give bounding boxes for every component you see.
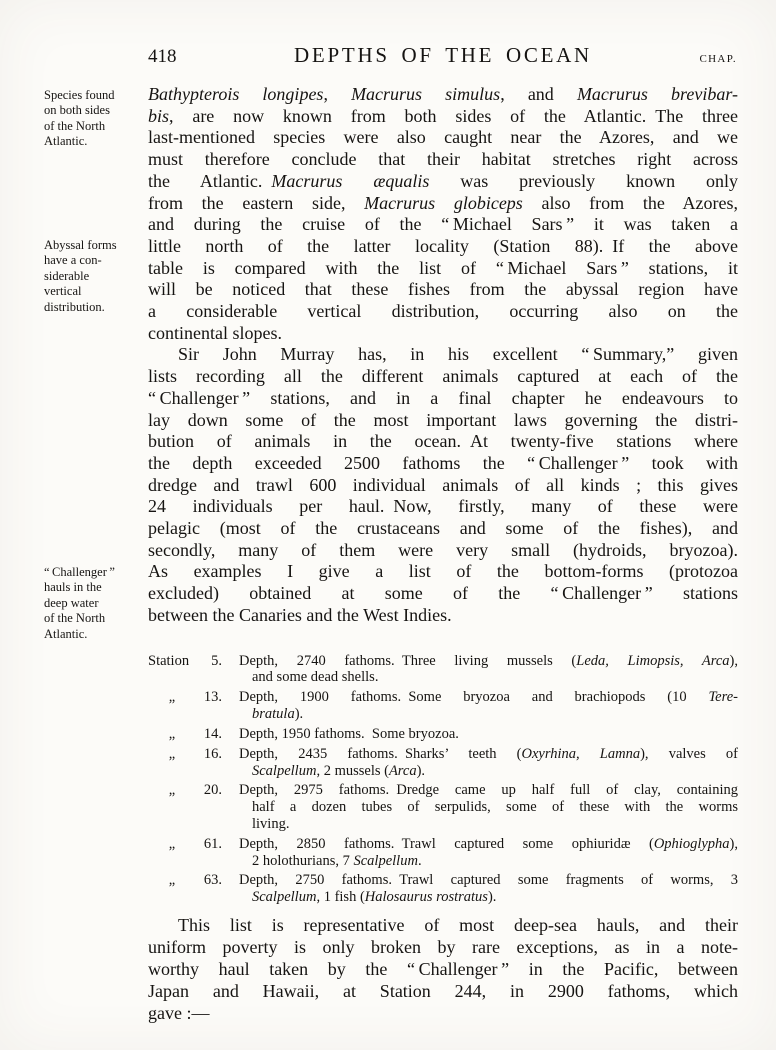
page-number: 418 <box>148 46 177 67</box>
text-segment: was previously known only <box>429 170 739 191</box>
text-segment: lists recording all the different animals captured at each of the <box>148 366 738 387</box>
species-name-italic: Leda, Limopsis, Arca <box>576 652 730 669</box>
species-name-italic: Ophioglypha <box>653 835 730 852</box>
text-segment: , <box>323 84 352 104</box>
text-line <box>148 258 738 280</box>
text-segment: As examples I give a list of the bottom-forms (protozoa <box>148 561 738 582</box>
text-line <box>148 475 738 497</box>
text-line <box>148 171 738 193</box>
text-segment: gave :— <box>148 1002 210 1023</box>
station-entry <box>148 782 738 832</box>
body-column <box>148 84 738 1024</box>
text-line <box>148 540 738 562</box>
text-line <box>239 782 738 799</box>
station-number: 13. <box>203 689 222 706</box>
text-line <box>148 496 738 518</box>
text-segment: dredge and trawl 600 individual animals of all kinds ; this gives <box>148 474 738 495</box>
species-name-italic: Scalpellum <box>353 852 418 869</box>
species-name-italic: bratula <box>252 705 295 722</box>
text-segment: will be noticed that these fishes from the abyssal region have <box>148 279 738 300</box>
text-line <box>148 84 738 106</box>
station-entry <box>148 872 738 906</box>
station-entry <box>148 726 738 743</box>
station-list <box>148 653 738 906</box>
text-segment: continental slopes. <box>148 322 282 343</box>
text-line <box>239 726 738 743</box>
margin-note-line: of the North <box>44 611 106 626</box>
margin-note-line: Abyssal forms <box>44 238 117 252</box>
margin-note-line: hauls in the <box>44 580 102 595</box>
text-line <box>148 323 738 345</box>
species-name-italic: Bathypterois longipes <box>148 84 324 104</box>
station-entry <box>148 836 738 870</box>
text-segment: half a dozen tubes of serpulids, some of these with the worms <box>252 799 738 816</box>
margin-note-line: distribution. <box>44 299 105 314</box>
margin-note-line: have a con- <box>44 253 102 268</box>
text-line <box>148 236 738 258</box>
text-segment: and some dead shells. <box>252 669 379 686</box>
text-segment: pelagic (most of the crustaceans and some of the fishes), and <box>148 518 738 539</box>
station-description <box>222 782 738 832</box>
species-name-italic: Macrurus æqualis <box>271 170 430 191</box>
margin-note-line: of the North <box>44 118 106 133</box>
paragraph <box>148 344 738 626</box>
text-segment: . <box>417 852 422 869</box>
station-label: „ <box>168 745 176 762</box>
margin-note <box>44 238 150 315</box>
text-line <box>239 669 738 686</box>
species-name-italic: Oxyrhina, Lamna <box>521 745 641 762</box>
station-number: 61. <box>203 835 222 852</box>
station-entry <box>148 746 738 780</box>
text-segment: uniform poverty is only broken by rare exceptions, as in a note- <box>148 936 738 957</box>
text-segment: 2 holothurians, 7 <box>252 852 354 869</box>
text-segment: also from the Azores, <box>522 192 738 213</box>
text-segment: a considerable vertical distribution, occurring also on the <box>148 301 738 322</box>
station-description <box>222 689 738 723</box>
species-name-italic: Arca <box>388 762 417 779</box>
text-line <box>148 980 738 1002</box>
text-segment: lay down some of the most important laws governing the distri- <box>148 409 738 430</box>
text-segment: Depth, 2850 fathoms. Trawl captured some ophiuridæ ( <box>239 835 654 852</box>
text-segment: Depth, 2740 fathoms. Three living mussels ( <box>239 652 577 669</box>
margin-note-line: on both sides <box>44 103 110 118</box>
text-line <box>148 127 738 149</box>
species-name-italic: Scalpellum <box>252 889 317 906</box>
text-segment: Depth, 2435 fathoms. Sharks’ teeth ( <box>239 745 522 762</box>
text-line <box>239 872 738 889</box>
paragraph <box>148 84 738 344</box>
species-name-italic: Scalpellum <box>252 762 317 779</box>
station-label: „ <box>168 835 176 852</box>
text-segment: Depth, 2750 fathoms. Trawl captured some fragments of worms, 3 <box>239 872 738 889</box>
text-segment: This list is representative of most deep-sea hauls, and their <box>178 914 738 935</box>
species-name-italic: Macrurus simulus <box>351 84 501 104</box>
station-number: 14. <box>203 725 222 742</box>
species-name-italic: Macrurus globiceps <box>364 192 523 213</box>
text-line <box>239 653 738 670</box>
text-segment: must therefore conclude that their habitat stretches right across <box>148 149 738 170</box>
text-segment: , and <box>500 84 577 104</box>
margin-note <box>44 565 150 642</box>
text-segment: Sir John Murray has, in his excellent “ Summary,” given <box>178 344 738 365</box>
text-segment: ), valves of <box>640 745 738 762</box>
text-segment: and during the cruise of the “ Michael Sars ” it was taken a <box>148 214 738 235</box>
margin-note-line: “ Challenger ” <box>44 565 115 579</box>
text-line <box>148 605 738 627</box>
station-number: 5. <box>211 652 222 669</box>
text-line <box>148 106 738 128</box>
station-description <box>222 653 738 687</box>
text-line <box>148 453 738 475</box>
text-line <box>239 853 738 870</box>
text-segment: living. <box>252 815 290 832</box>
text-line <box>148 431 738 453</box>
text-line <box>148 388 738 410</box>
text-line <box>148 1002 738 1024</box>
margin-note-line: Species found <box>44 88 115 102</box>
text-segment: , 2 mussels ( <box>316 762 389 779</box>
text-line <box>239 746 738 763</box>
margin-note-line: Atlantic. <box>44 134 88 149</box>
text-segment: bution of animals in the ocean. At twenty-five stations where <box>148 431 738 452</box>
text-segment: table is compared with the list of “ Michael Sars ” stations, it <box>148 257 738 278</box>
station-label: „ <box>168 689 176 706</box>
species-name-italic: bis <box>148 105 170 126</box>
station-description <box>222 746 738 780</box>
station-entry <box>148 689 738 723</box>
text-segment: 24 individuals per haul. Now, firstly, many of these were <box>148 496 738 517</box>
text-segment: excluded) obtained at some of the “ Challenger ” stations <box>148 583 738 604</box>
text-line <box>148 344 738 366</box>
text-line <box>148 518 738 540</box>
station-entry <box>148 653 738 687</box>
margin-note <box>44 88 150 150</box>
running-title: DEPTHS OF THE OCEAN <box>294 43 592 67</box>
text-segment: ). <box>294 705 304 722</box>
text-segment: ). <box>416 762 426 779</box>
margin-note-line: Atlantic. <box>44 626 88 641</box>
station-number: 20. <box>203 782 222 799</box>
text-segment: ). <box>487 889 497 906</box>
chapter-label: CHAP. <box>699 53 737 65</box>
text-line <box>239 816 738 833</box>
species-name-italic: Macrurus brevibar- <box>576 84 739 104</box>
text-segment: secondly, many of them were very small (hydroids, bryozoa). <box>148 539 738 560</box>
text-line <box>148 214 738 236</box>
text-line <box>239 799 738 816</box>
text-segment: last-mentioned species were also caught near the Azores, and we <box>148 127 738 148</box>
station-label: Station <box>148 652 190 669</box>
paragraph <box>148 914 738 1024</box>
text-segment: ), <box>729 835 738 852</box>
text-line <box>148 366 738 388</box>
text-segment: , 1 fish ( <box>316 889 365 906</box>
text-segment: “ Challenger ” stations, and in a final chapter he endeavours to <box>148 387 738 408</box>
text-line <box>239 836 738 853</box>
station-label: „ <box>168 782 176 799</box>
margin-note-line: deep water <box>44 595 99 610</box>
text-line <box>239 706 738 723</box>
text-segment: Depth, 1900 fathoms. Some bryozoa and brachiopods (10 <box>239 689 709 706</box>
station-label: „ <box>168 725 176 742</box>
text-segment: Depth, 1950 fathoms. Some bryozoa. <box>239 725 459 742</box>
species-name-italic: Halosaurus rostratus <box>364 889 488 906</box>
text-line <box>148 301 738 323</box>
text-line <box>148 193 738 215</box>
text-segment: little north of the latter locality (Station 88). If the above <box>148 235 738 256</box>
text-line <box>148 958 738 980</box>
text-line <box>148 410 738 432</box>
text-line <box>148 279 738 301</box>
text-segment: between the Canaries and the West Indies. <box>148 604 452 625</box>
station-description <box>222 726 738 743</box>
text-segment: the Atlantic. <box>148 170 272 191</box>
text-segment: Japan and Hawaii, at Station 244, in 2900 fathoms, which <box>148 980 738 1001</box>
text-segment: ), <box>729 652 739 669</box>
text-line <box>148 149 738 171</box>
text-line <box>239 889 738 906</box>
text-segment: the depth exceeded 2500 fathoms the “ Challenger ” took with <box>148 452 738 473</box>
text-segment: , are now known from both sides of the Atlantic. The three <box>169 105 738 126</box>
margin-note-line: siderable <box>44 268 90 283</box>
text-line <box>239 763 738 780</box>
text-segment: worthy haul taken by the “ Challenger ” in the Pacific, between <box>148 958 738 979</box>
station-number: 16. <box>203 745 222 762</box>
text-line <box>148 914 738 936</box>
station-number: 63. <box>203 872 222 889</box>
text-line <box>148 561 738 583</box>
margin-note-line: vertical <box>44 284 82 299</box>
station-label: „ <box>168 872 176 889</box>
species-name-italic: Tere- <box>708 689 738 706</box>
station-description <box>222 872 738 906</box>
text-line <box>148 583 738 605</box>
text-segment: Depth, 2975 fathoms. Dredge came up half full of clay, containing <box>239 782 738 799</box>
text-line <box>239 689 738 706</box>
text-line <box>148 936 738 958</box>
text-segment: from the eastern side, <box>148 192 365 213</box>
station-description <box>222 836 738 870</box>
